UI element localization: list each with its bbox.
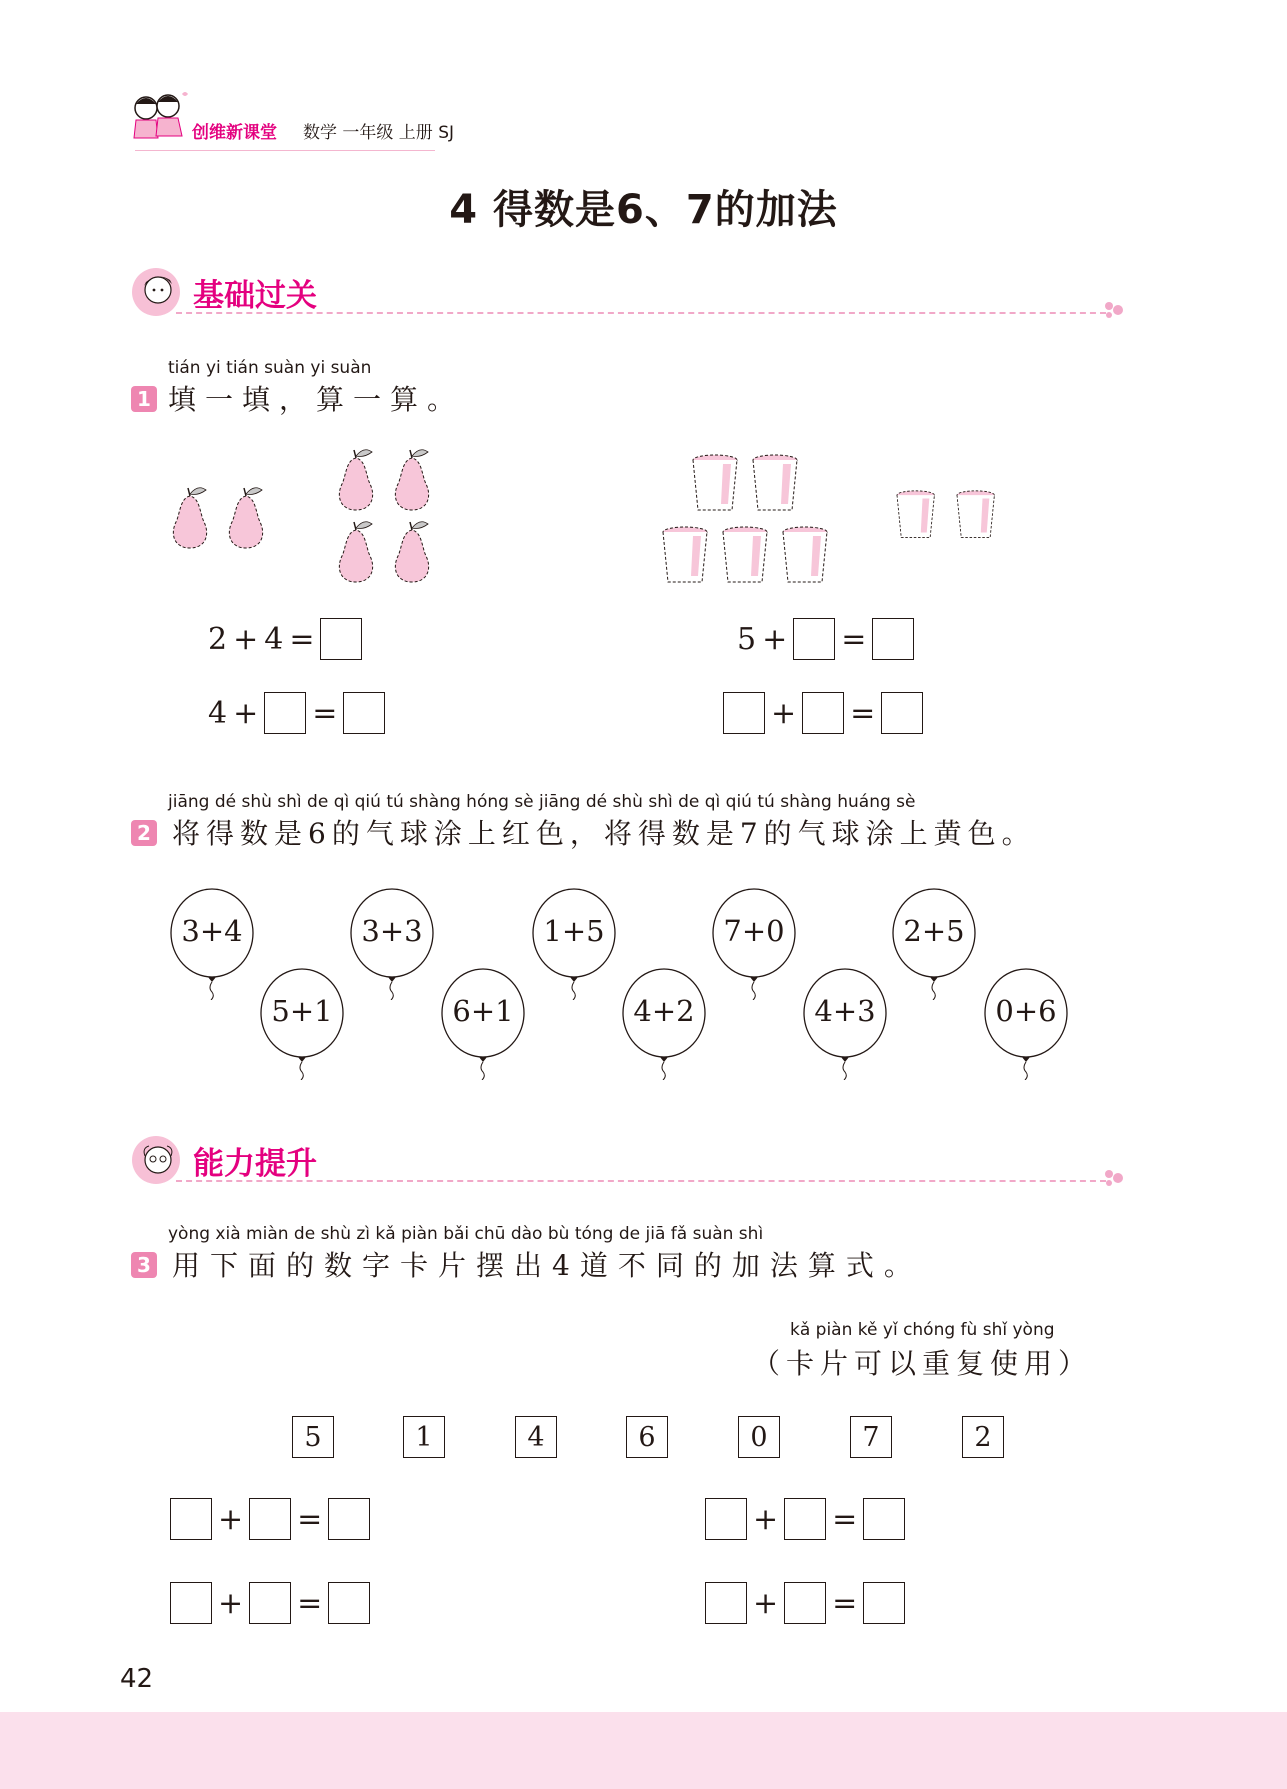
answer-box[interactable] [328,1582,370,1624]
answer-box[interactable] [705,1498,747,1540]
plus-sign: + [762,621,788,657]
answer-box[interactable] [784,1498,826,1540]
page-title: 4 得数是6、7的加法 [449,187,838,233]
q2-number-badge: 2 [131,820,157,846]
answer-box[interactable] [802,692,844,734]
q3-instruction: 用下面的数字卡片摆出4道不同的加法算式。 [172,1249,922,1282]
plus-sign: + [753,1585,779,1621]
plus-sign: + [233,621,259,657]
answer-box[interactable] [793,618,835,660]
answer-box[interactable] [170,1498,212,1540]
equals-sign: = [841,621,867,657]
balloon[interactable] [170,888,254,1000]
balloon-expression: 2+5 [903,914,965,948]
balloon[interactable] [622,968,706,1080]
operand: 5 [737,621,757,657]
teacher-avatar-icon [130,266,182,318]
q3-equation-2 [705,1498,905,1540]
kids-logo-icon [126,86,192,152]
answer-box[interactable] [863,1498,905,1540]
answer-box[interactable] [705,1582,747,1624]
section-title-advanced: 能力提升 [193,1146,317,1182]
plus-sign: + [233,695,259,731]
balloon-expression: 5+1 [271,994,333,1028]
number-card[interactable]: 7 [850,1416,892,1458]
answer-box[interactable] [343,692,385,734]
q1-equation-right-2 [723,692,923,734]
answer-box[interactable] [264,692,306,734]
equals-sign: = [289,621,315,657]
operand: 4 [264,621,284,657]
balloon[interactable] [532,888,616,1000]
balloon[interactable] [892,888,976,1000]
balloon[interactable] [441,968,525,1080]
balloon-expression: 0+6 [995,994,1057,1028]
answer-box[interactable] [328,1498,370,1540]
operand: 2 [208,621,228,657]
q1-number-badge: 1 [131,386,157,412]
equals-sign: = [312,695,338,731]
number-card[interactable]: 1 [403,1416,445,1458]
number-card[interactable]: 5 [292,1416,334,1458]
q1-equation-left-2 [208,692,385,734]
balloon[interactable] [984,968,1068,1080]
plus-sign: + [218,1585,244,1621]
answer-box[interactable] [723,692,765,734]
number-card[interactable]: 0 [738,1416,780,1458]
answer-box[interactable] [872,618,914,660]
equals-sign: = [832,1585,858,1621]
plus-sign: + [753,1501,779,1537]
q1-instruction: 填一填，算一算。 [168,383,465,416]
header-subtitle: 数学 一年级 上册 SJ [303,123,455,143]
equals-sign: = [297,1501,323,1537]
section-divider-basic [176,312,1106,314]
section-divider-advanced [176,1180,1106,1182]
answer-box[interactable] [249,1498,291,1540]
header-brand: 创维新课堂 [192,123,277,143]
dots-ornament-icon [1102,300,1132,320]
cups-illustration [655,450,1015,590]
balloon-expression: 4+3 [814,994,876,1028]
answer-box[interactable] [784,1582,826,1624]
balloon-expression: 4+2 [633,994,695,1028]
balloon[interactable] [712,888,796,1000]
balloon[interactable] [350,888,434,1000]
q2-instruction: 将得数是6的气球涂上红色，将得数是7的气球涂上黄色。 [172,817,1036,850]
q3-equation-4 [705,1582,905,1624]
plus-sign: + [218,1501,244,1537]
header-divider [135,150,435,151]
q3-number-badge: 3 [131,1252,157,1278]
answer-box[interactable] [249,1582,291,1624]
section-title-basic: 基础过关 [193,278,317,314]
equals-sign: = [850,695,876,731]
q1-equation-left-1 [208,618,362,660]
balloon-expression: 3+3 [361,914,423,948]
answer-box[interactable] [320,618,362,660]
dots-ornament-icon [1102,1168,1132,1188]
balloon[interactable] [803,968,887,1080]
pears-illustration [160,440,460,600]
balloon-expression: 1+5 [543,914,605,948]
elder-avatar-icon [130,1134,182,1186]
q3-equation-3 [170,1582,370,1624]
equals-sign: = [832,1501,858,1537]
q3-equation-1 [170,1498,370,1540]
number-card[interactable]: 2 [962,1416,1004,1458]
q3-note-pinyin: kǎ piàn kě yǐ chóng fù shǐ yòng [790,1320,1055,1340]
q3-pinyin: yòng xià miàn de shù zì kǎ piàn bǎi chū dào bù tóng de jiā fǎ suàn shì [168,1224,764,1244]
q2-pinyin: jiāng dé shù shì de qì qiú tú shàng hóng sè jiāng dé shù shì de qì qiú tú shàng huáng sè [168,792,916,812]
balloon-expression: 7+0 [723,914,785,948]
q3-note: （卡片可以重复使用） [752,1347,1093,1380]
page-number: 42 [120,1664,154,1694]
balloon-expression: 3+4 [181,914,243,948]
answer-box[interactable] [170,1582,212,1624]
q1-equation-right-1 [737,618,914,660]
equals-sign: = [297,1585,323,1621]
plus-sign: + [771,695,797,731]
operand: 4 [208,695,228,731]
number-card[interactable]: 6 [626,1416,668,1458]
balloon-expression: 6+1 [452,994,514,1028]
footer-band [0,1712,1287,1789]
answer-box[interactable] [863,1582,905,1624]
balloon[interactable] [260,968,344,1080]
answer-box[interactable] [881,692,923,734]
q1-pinyin: tián yi tián suàn yi suàn [168,358,372,378]
number-card[interactable]: 4 [515,1416,557,1458]
